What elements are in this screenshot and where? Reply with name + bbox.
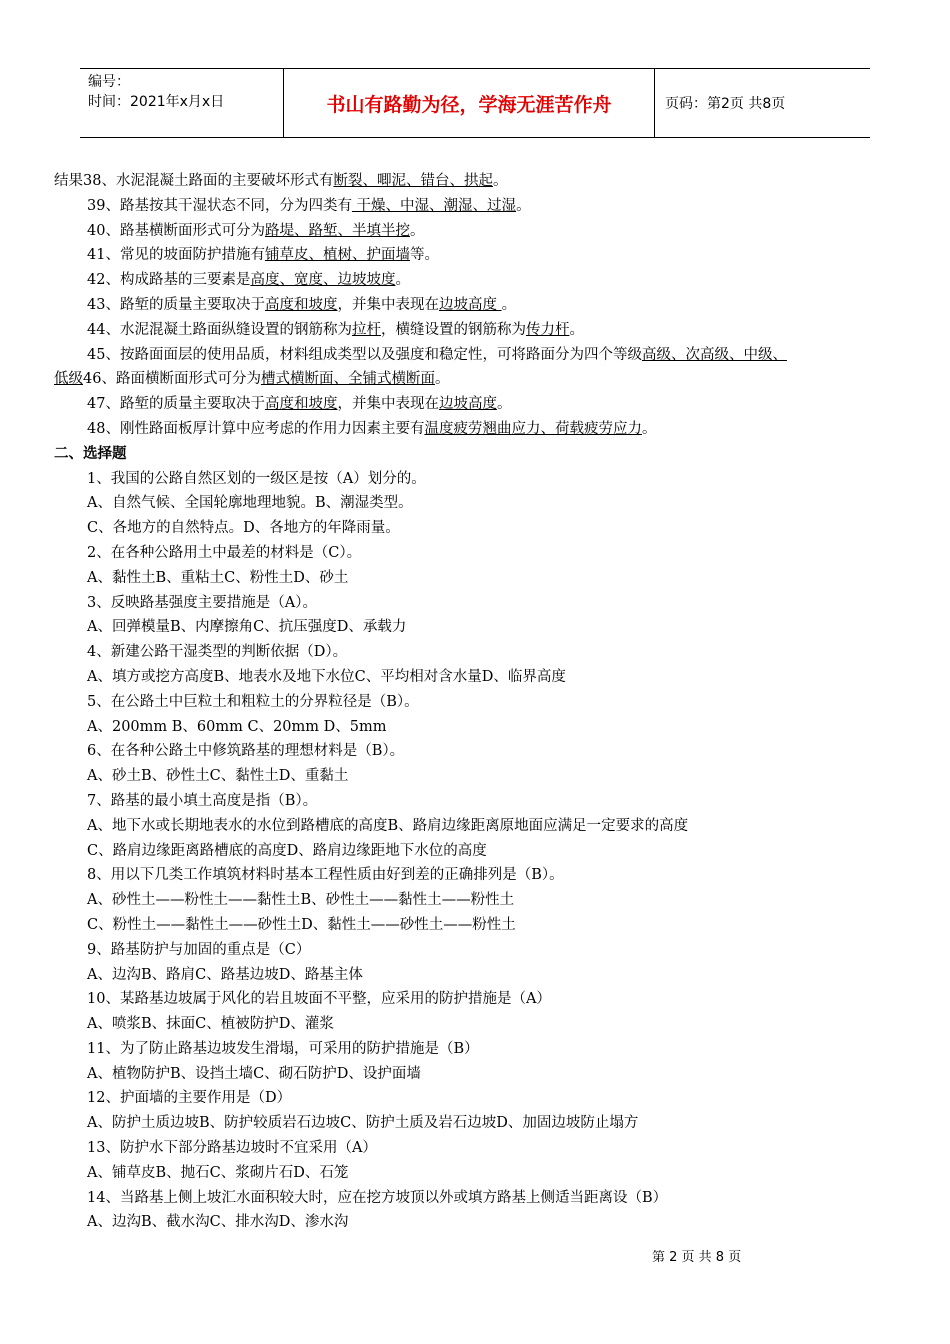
text-line: [54, 987, 900, 1012]
answer-underlined: 拉杆: [351, 321, 381, 338]
text-segment: A、砂土B、砂性土C、黏性土D、重黏土: [87, 768, 349, 785]
text-line: [54, 814, 900, 839]
text-line: [54, 367, 900, 392]
text-line: [54, 1210, 900, 1235]
text-line: [54, 343, 900, 368]
text-segment: A、喷浆B、抹面C、植被防护D、灌浆: [87, 1016, 334, 1033]
text-segment: 2、在各种公路用土中最差的材料是（C）。: [87, 544, 362, 561]
text-segment: A、砂性土——粉性土——黏性土B、砂性土——黏性土——粉性土: [87, 892, 515, 909]
text-segment: 3、反映路基强度主要措施是（A）。: [87, 594, 317, 611]
answer-underlined: 传力杆: [525, 321, 570, 338]
text-segment: 5、在公路土中巨粒土和粗粒土的分界粒径是（B）。: [87, 693, 419, 710]
answer-underlined: 断裂、唧泥、错台、拱起: [333, 173, 493, 189]
text-line: [54, 1012, 900, 1037]
text-line: [54, 839, 900, 864]
text-line: [54, 219, 900, 244]
text-segment: 结果38、水泥混凝土路面的主要破坏形式有: [54, 173, 334, 189]
text-segment: 4、新建公路干湿类型的判断依据（D）。: [87, 644, 348, 661]
text-segment: 11、为了防止路基边坡发生滑塌，可采用的防护措施是（B）: [87, 1040, 479, 1057]
text-line: [54, 194, 900, 219]
text-segment: C、粉性土——黏性土——砂性土D、黏性土——砂性土——粉性土: [87, 916, 516, 933]
answer-underlined: 温度疲劳翘曲应力、荷载疲劳应力: [424, 420, 642, 437]
text-line: [54, 392, 900, 417]
text-line: [54, 169, 900, 194]
text-segment: A、黏性土B、重粘土C、粉性土D、砂土: [87, 569, 349, 586]
text-line: [54, 268, 900, 293]
text-segment: 42、构成路基的三要素是: [87, 272, 251, 289]
text-segment: 二、选择题: [54, 445, 127, 462]
text-segment: A、自然气候、全国轮廓地理地貌。B、潮湿类型。: [87, 495, 413, 512]
text-line: [54, 665, 900, 690]
text-segment: 46、路面横断面形式可分为: [83, 371, 261, 388]
text-line: [54, 1062, 900, 1087]
text-line: [54, 963, 900, 988]
text-line: [54, 566, 900, 591]
text-line: [54, 764, 900, 789]
text-segment: 14、当路基上侧上坡汇水面积较大时，应在挖方坡顶以外或填方路基上侧适当距离设（B）: [87, 1189, 668, 1206]
text-segment: 40、路基横断面形式可分为: [87, 222, 265, 239]
text-line: [54, 1136, 900, 1161]
text-segment: 。: [641, 420, 657, 437]
text-line: [54, 1161, 900, 1186]
text-line: [54, 715, 900, 740]
header-motto: 书山有路勤为径，学海无涯苦作舟: [283, 69, 655, 137]
text-segment: 1、我国的公路自然区划的一级区是按（A）划分的。: [87, 470, 426, 487]
text-segment: 。: [395, 272, 410, 289]
answer-underlined: 铺草皮、植树、护面墙: [264, 247, 410, 264]
text-line: [54, 938, 900, 963]
text-segment: A、植物防护B、设挡土墙C、砌石防护D、设护面墙: [87, 1065, 421, 1082]
text-segment: 12、护面墙的主要作用是（D）: [87, 1090, 292, 1107]
text-segment: A、填方或挖方高度B、地表水及地下水位C、平均相对含水量D、临界高度: [87, 668, 566, 685]
answer-underlined: 低级: [54, 371, 83, 388]
text-line: [54, 888, 900, 913]
text-segment: 。: [496, 396, 512, 413]
time-label: 时间：2021年x月x日: [88, 94, 225, 110]
text-segment: 。: [516, 197, 531, 214]
text-line: [54, 863, 900, 888]
text-segment: A、防护土质边坡B、防护较质岩石边坡C、防护土质及岩石边坡D、加固边坡防止塌方: [87, 1115, 639, 1132]
text-segment: A、铺草皮B、抛石C、浆砌片石D、石笼: [87, 1164, 349, 1181]
text-segment: A、回弹模量B、内摩擦角C、抗压强度D、承载力: [87, 619, 407, 636]
text-line: [54, 690, 900, 715]
answer-underlined: 高度、宽度、边坡坡度: [250, 272, 396, 289]
text-segment: A、地下水或长期地表水的水位到路槽底的高度B、路肩边缘距离原地面应满足一定要求的高度: [87, 817, 689, 834]
text-segment: ，并集中表现在: [337, 296, 439, 313]
section-heading: [54, 442, 900, 467]
answer-underlined: 高度和坡度: [264, 396, 338, 413]
answer-underlined: 高级、次高级、中级、: [641, 346, 787, 363]
answer-underlined: 边坡高度: [438, 296, 502, 313]
text-segment: 13、防护水下部分路基边坡时不宜采用（A）: [87, 1140, 377, 1157]
text-line: [54, 615, 900, 640]
text-line: [54, 640, 900, 665]
answer-underlined: 路堤、路堑、半填半挖: [264, 222, 410, 239]
text-segment: 39、路基按其干湿状态不同，分为四类有: [87, 197, 352, 214]
text-segment: 7、路基的最小填土高度是指（B）。: [87, 792, 318, 809]
text-line: [54, 739, 900, 764]
text-segment: 43、路堑的质量主要取决于: [87, 296, 265, 313]
answer-underlined: 高度和坡度: [264, 296, 338, 313]
text-line: [54, 467, 900, 492]
text-segment: 6、在各种公路土中修筑路基的理想材料是（B）。: [87, 743, 405, 760]
document-body: [54, 169, 900, 1235]
text-line: [54, 293, 900, 318]
text-segment: 45、按路面面层的使用品质，材料组成类型以及强度和稳定性，可将路面分为四个等级: [87, 346, 642, 363]
text-segment: 。: [434, 371, 450, 388]
text-segment: A、边沟B、路肩C、路基边坡D、路基主体: [87, 966, 363, 983]
text-segment: ，横缝设置的钢筋称为: [380, 321, 526, 338]
text-line: [54, 913, 900, 938]
text-segment: 。: [501, 296, 517, 313]
number-label: 编号：: [88, 74, 130, 90]
page-footer: 第 2 页 共 8 页: [652, 1250, 742, 1265]
text-line: [54, 541, 900, 566]
text-segment: A、200mm B、60mm C、20mm D、5mm: [87, 718, 387, 735]
text-line: [54, 789, 900, 814]
text-segment: 41、常见的坡面防护措施有: [87, 247, 265, 264]
text-segment: 。: [492, 173, 508, 189]
text-line: [54, 417, 900, 442]
page-header: [80, 68, 870, 138]
text-line: [54, 491, 900, 516]
answer-underlined: 干燥、中湿、潮湿、过湿: [351, 197, 517, 214]
text-segment: 47、路堑的质量主要取决于: [87, 396, 265, 413]
answer-underlined: 边坡高度: [438, 396, 497, 413]
answer-underlined: 槽式横断面、全铺式横断面: [260, 371, 435, 388]
text-segment: ，并集中表现在: [337, 396, 439, 413]
header-page-label: 页码：第2页 共8页: [665, 96, 786, 112]
text-segment: C、各地方的自然特点。D、各地方的年降雨量。: [87, 520, 400, 537]
text-line: [54, 1186, 900, 1211]
header-meta: [80, 69, 283, 137]
text-segment: 48、刚性路面板厚计算中应考虑的作用力因素主要有: [87, 420, 425, 437]
text-segment: 10、某路基边坡属于风化的岩且坡面不平整，应采用的防护措施是（A）: [87, 991, 551, 1008]
text-segment: 等。: [409, 247, 439, 264]
text-line: [54, 1037, 900, 1062]
text-segment: 。: [409, 222, 425, 239]
text-segment: 8、用以下几类工作填筑材料时基本工程性质由好到差的正确排列是（B）。: [87, 867, 564, 884]
text-line: [54, 243, 900, 268]
text-line: [54, 516, 900, 541]
text-segment: 9、路基防护与加固的重点是（C）: [87, 941, 311, 958]
text-segment: C、路肩边缘距离路槽底的高度D、路肩边缘距地下水位的高度: [87, 842, 487, 859]
text-segment: A、边沟B、截水沟C、排水沟D、渗水沟: [87, 1214, 349, 1231]
text-line: [54, 1086, 900, 1111]
text-segment: 44、水泥混凝土路面纵缝设置的钢筋称为: [87, 321, 352, 338]
text-line: [54, 591, 900, 616]
text-line: [54, 318, 900, 343]
text-segment: 。: [569, 321, 584, 338]
text-line: [54, 1111, 900, 1136]
